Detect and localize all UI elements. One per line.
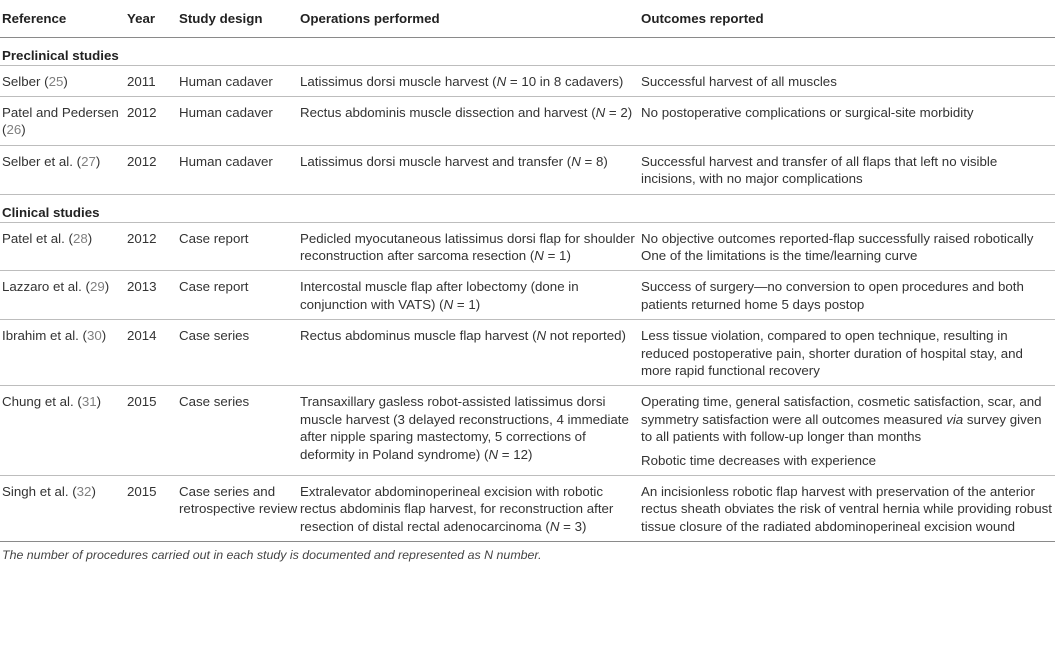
year-cell: 2015: [127, 386, 179, 476]
section-row-preclinical: [0, 37, 1055, 65]
section-title: Clinical studies: [0, 194, 1055, 222]
design-cell: Case series and retrospective review: [179, 476, 300, 542]
table-row: [0, 386, 1055, 476]
reference-cell: Lazzaro et al. (29): [0, 271, 127, 320]
table-row: [0, 271, 1055, 320]
design-cell: Case report: [179, 271, 300, 320]
operations-cell: Transaxillary gasless robot-assisted latissimus dorsi muscle harvest (3 delayed reconstructions, 4 immediate after nipple sparing mastectomy, 5 corrections of deformity in Poland syndrome) (N = 12): [300, 386, 641, 476]
year-cell: 2015: [127, 476, 179, 542]
table-row: [0, 65, 1055, 96]
header-reference: Reference: [0, 0, 127, 37]
section-row-clinical: [0, 194, 1055, 222]
citation-link[interactable]: 31: [81, 394, 97, 410]
citation-link[interactable]: 30: [86, 328, 102, 344]
header-row: [0, 0, 1055, 37]
year-cell: 2013: [127, 271, 179, 320]
year-cell: 2012: [127, 96, 179, 145]
table-row: [0, 320, 1055, 386]
design-cell: Case series: [179, 386, 300, 476]
design-cell: Human cadaver: [179, 145, 300, 194]
operations-cell: Intercostal muscle flap after lobectomy (done in conjunction with VATS) (N = 1): [300, 271, 641, 320]
operations-cell: Rectus abdominus muscle flap harvest (N not reported): [300, 320, 641, 386]
citation-link[interactable]: 26: [6, 122, 22, 138]
reference-cell: Patel et al. (28): [0, 222, 127, 271]
table-footnote: The number of procedures carried out in each study is documented and represented as N number.: [2, 548, 542, 563]
header-outcomes-reported: Outcomes reported: [641, 0, 1055, 37]
reference-cell: Singh et al. (32): [0, 476, 127, 542]
year-cell: 2011: [127, 65, 179, 96]
operations-cell: Latissimus dorsi muscle harvest (N = 10 in 8 cadavers): [300, 65, 641, 96]
section-title: Preclinical studies: [0, 37, 1055, 65]
design-cell: Case series: [179, 320, 300, 386]
header-study-design: Study design: [179, 0, 300, 37]
outcomes-cell: Successful harvest and transfer of all flaps that left no visible incisions, with no major complications: [641, 145, 1055, 194]
table-row: [0, 476, 1055, 542]
reference-cell: Selber et al. (27): [0, 145, 127, 194]
citation-link[interactable]: 25: [48, 73, 64, 89]
design-cell: Case report: [179, 222, 300, 271]
design-cell: Human cadaver: [179, 96, 300, 145]
outcomes-cell: No objective outcomes reported-flap successfully raised robotically One of the limitations is the time/learning curve: [641, 222, 1055, 271]
outcomes-cell: Less tissue violation, compared to open technique, resulting in reduced postoperative pain, shorter duration of hospital stay, and more rapid functional recovery: [641, 320, 1055, 386]
outcomes-cell: Successful harvest of all muscles: [641, 65, 1055, 96]
operations-cell: Latissimus dorsi muscle harvest and transfer (N = 8): [300, 145, 641, 194]
header-operations-performed: Operations performed: [300, 0, 641, 37]
outcomes-cell: No postoperative complications or surgical-site morbidity: [641, 96, 1055, 145]
year-cell: 2012: [127, 145, 179, 194]
citation-link[interactable]: 28: [72, 230, 88, 246]
year-cell: 2014: [127, 320, 179, 386]
outcomes-cell: An incisionless robotic flap harvest with preservation of the anterior rectus sheath obviates the risk of ventral hernia while providing robust tissue closure of the radiated abdominoperineal excision wound: [641, 476, 1055, 542]
reference-cell: Ibrahim et al. (30): [0, 320, 127, 386]
reference-cell: Chung et al. (31): [0, 386, 127, 476]
citation-link[interactable]: 29: [89, 279, 105, 295]
table-row: [0, 96, 1055, 145]
operations-cell: Pedicled myocutaneous latissimus dorsi flap for shoulder reconstruction after sarcoma resection (N = 1): [300, 222, 641, 271]
outcomes-cell: Success of surgery—no conversion to open procedures and both patients returned home 5 days postop: [641, 271, 1055, 320]
header-year: Year: [127, 0, 179, 37]
design-cell: Human cadaver: [179, 65, 300, 96]
reference-cell: Patel and Pedersen (26): [0, 96, 127, 145]
citation-link[interactable]: 27: [81, 153, 96, 169]
year-cell: 2012: [127, 222, 179, 271]
reference-cell: Selber (25): [0, 65, 127, 96]
operations-cell: Rectus abdominis muscle dissection and harvest (N = 2): [300, 96, 641, 145]
outcomes-cell: Operating time, general satisfaction, cosmetic satisfaction, scar, and symmetry satisfaction were all outcomes measured via survey given to all patients with follow-up longer than months Robotic time decreases with experience: [641, 386, 1055, 476]
table-row: [0, 145, 1055, 194]
citation-link[interactable]: 32: [76, 484, 92, 499]
table-row: [0, 222, 1055, 271]
operations-cell: Extralevator abdominoperineal excision with robotic rectus abdominis flap harvest, for reconstruction after resection of distal rectal adenocarcinoma (N = 3): [300, 476, 641, 542]
